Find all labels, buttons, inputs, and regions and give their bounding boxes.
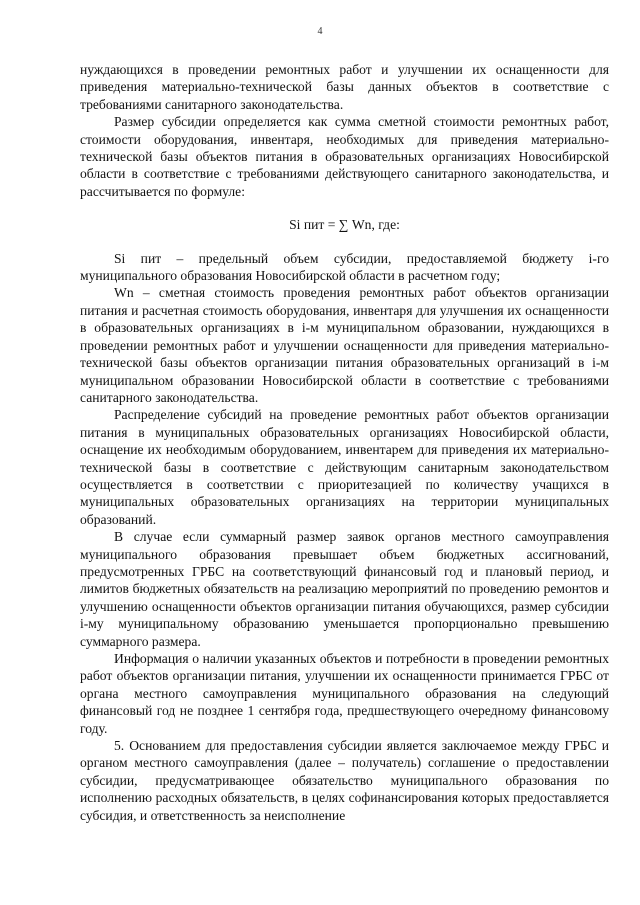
paragraph-wn-definition: Wn – сметная стоимость проведения ремонтных работ объектов организации питания и расчетная стоимость оборудования, инвентаря для улучшения их оснащенности в образовательных организациях в i-м муниципальном образовании, нуждающихся в проведении ремонтных работ и улучшении оснащенности для приведения материально-технической базы объектов организации питания образовательных организаций в i-м муниципальном образовании Новосибирской области в соответствие с требованиями санитарного законодательства.: [80, 285, 609, 405]
formula: Si пит = ∑ Wn, где:: [289, 217, 400, 233]
paragraph-continuation: нуждающихся в проведении ремонтных работ и улучшении их оснащенности для приведения материально-технической базы данных объектов в соответствие с требованиями санитарного законодательства.: [80, 62, 609, 112]
paragraph-basis: 5. Основанием для предоставления субсидии является заключаемое между ГРБС и органом местного самоуправления (далее – получатель) соглашение о предоставлении субсидии, предусматривающее обязательство муниципального образования по исполнению расходных обязательств, в целях софинансирования которых предоставляется субсидия, и ответственность за неисполнение: [80, 738, 609, 823]
paragraph-distribution: Распределение субсидий на проведение ремонтных работ объектов организации питания в муниципальных образовательных организациях Новосибирской области, оснащение их необходимым оборудованием, инвентарем для приведения их материально-технической базы в соответствие с действующим санитарным законодательством осуществляется в соответствии с приоритезацией по количеству учащихся в муниципальных образовательных организациях на территории муниципальных образований.: [80, 407, 609, 527]
page-number: 4: [317, 26, 323, 37]
paragraph-subsidy-size: Размер субсидии определяется как сумма сметной стоимости ремонтных работ, стоимости оборудования, инвентаря, необходимых для приведения материально-технической базы объектов питания в образовательных организациях Новосибирской области в соответствие с требованиями действующего санитарного законодательства, и рассчитывается по формуле:: [80, 114, 609, 199]
document-body: [80, 61, 609, 824]
paragraph-reduction: В случае если суммарный размер заявок органов местного самоуправления муниципального образования превышает объем бюджетных ассигнований, предусмотренных ГРБС на соответствующий финансовый год и плановый период, и лимитов бюджетных обязательств на реализацию мероприятий по проведению ремонтов и улучшению оснащенности объектов организации питания обучающихся, размер субсидии i-му муниципальному образованию уменьшается пропорционально превышению суммарного размера.: [80, 529, 609, 649]
paragraph-information: Информация о наличии указанных объектов и потребности в проведении ремонтных работ объектов организации питания, улучшении их оснащенности принимается ГРБС от органа местного самоуправления муниципального образования на следующий финансовый год не позднее 1 сентября года, предшествующего очередному финансовому году.: [80, 651, 609, 736]
paragraph-si-definition: Si пит – предельный объем субсидии, предоставляемой бюджету i-го муниципального образования Новосибирской области в расчетном году;: [80, 250, 609, 284]
